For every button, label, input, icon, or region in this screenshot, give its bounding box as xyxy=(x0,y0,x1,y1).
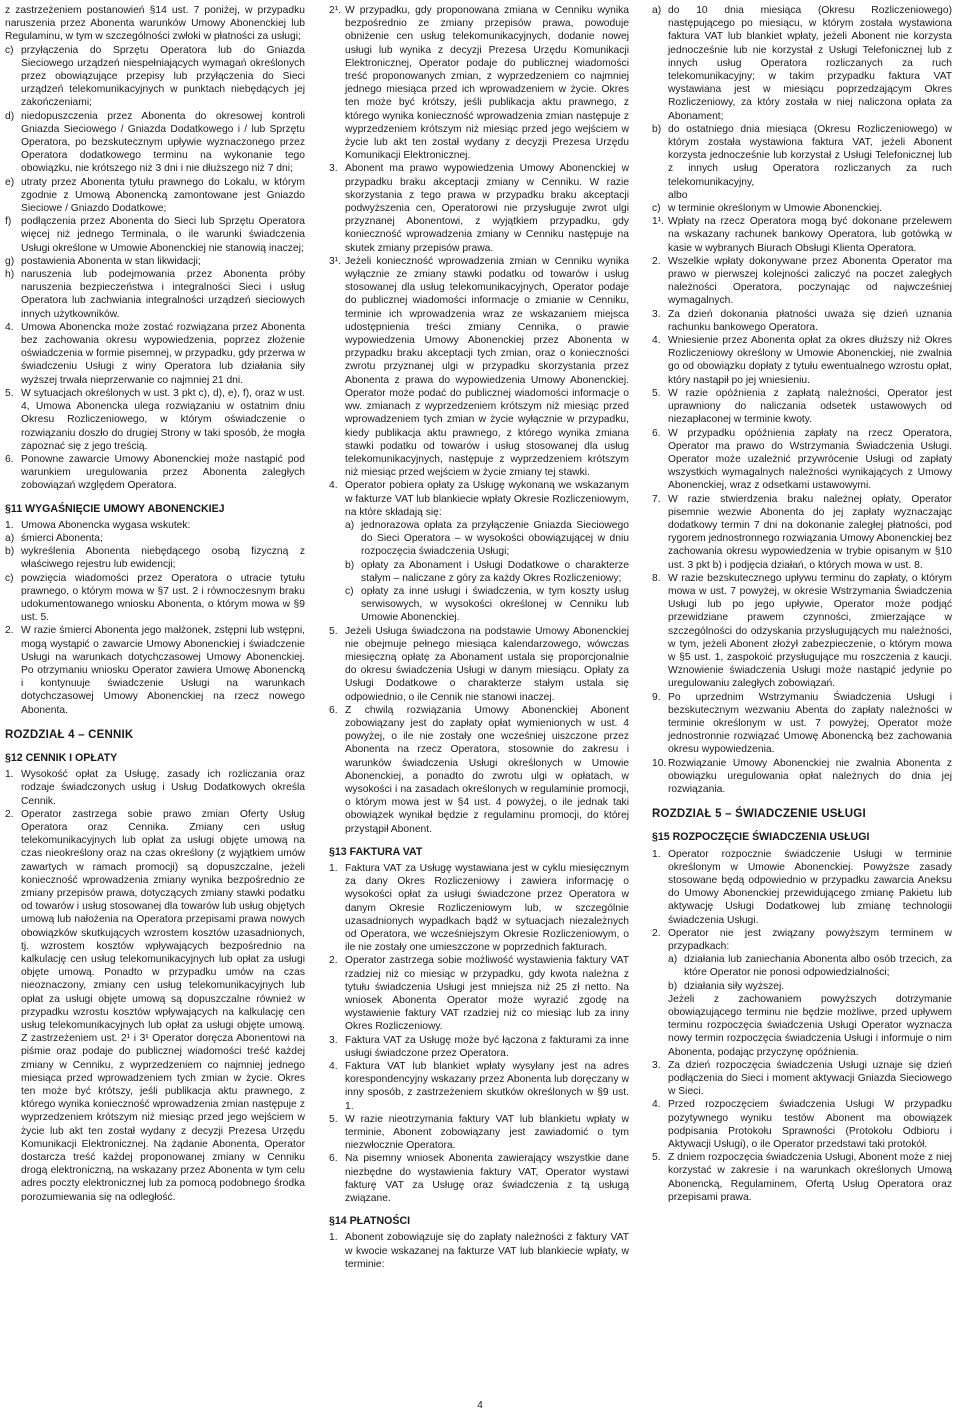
clause-text: W razie nieotrzymania faktury VAT lub blankietu wpłaty w terminie, Abonent zobowiązany jest zawiadomić o tym niezwłocznie Operatora. xyxy=(345,1113,629,1152)
clause-text: Przed rozpoczęciem świadczenia Usługi W przypadku pozytywnego wyniku testów Abonent ma obowiązek podpisania Protokołu Sprawności (Protokołu Odbioru i Aktywacji Usługi), o ile Operator przedstawi taki protokół. xyxy=(668,1099,952,1151)
clause-label: 5. xyxy=(5,387,14,399)
clause-label: 6. xyxy=(329,1153,338,1165)
clause-text: Faktura VAT lub blankiet wpłaty wysyłany jest na adres korespondencyjny wskazany przez Abonenta lub doręczany w inny sposób, z zastrzeżeniem skutków określonych w §9 ust. 1. xyxy=(345,1061,629,1112)
clause-label: 3. xyxy=(652,1059,661,1071)
clause-text: albo xyxy=(668,189,688,201)
clause-text: działania siły wyższej. xyxy=(684,980,785,992)
clause-label: 1. xyxy=(329,1232,338,1244)
numbered-clause xyxy=(329,1231,629,1271)
clause-text: Faktura VAT za Usługę wystawiana jest w cyklu miesięcznym za dany Okres Rozliczeniowy i zawiera informację o wysokości opłat za usługi świadczone przez Operatora w danym Okresie Rozliczeniowym lub, w szczególnie uzasadnionych wypadkach bądź w sytuacjach niezależnych od Operatora, we wcześniejszym Okresie Rozliczeniowym, o ile nie zostały one umieszczone w poprzednich fakturach. xyxy=(345,863,629,954)
clause-text: Rozwiązanie Umowy Abonenckiej nie zwalnia Abonenta z obowiązku uregulowania opłat należnych do dnia jej rozwiązania. xyxy=(668,757,952,795)
numbered-clause xyxy=(5,453,305,493)
numbered-clause xyxy=(329,479,629,519)
clause-text: Wszelkie wpłaty dokonywane przez Abonenta Operator ma prawo w pierwszej kolejności zaliczyć na poczet zaległych należności Operatora, poczynając od najwcześniej wymagalnych. xyxy=(668,255,952,307)
clause-label: 2. xyxy=(652,927,661,939)
clause-text: działania lub zaniechania Abonenta albo osób trzecich, za które Operator nie ponosi odpowiedzialności; xyxy=(684,954,952,979)
clause-text: Z chwilą rozwiązania Umowy Abonenckiej Abonent zobowiązany jest do zapłaty opłat wymienionych w ust. 4 powyżej, o ile nie zostały one wcześniej uiszczone przez Abonenta na rzecz Operatora, stosownie do zakresu i warunków świadczenia Usługi określonych w Umowie Abonenckiej, a ponadto do zwrotu ulgi w opłatach, w wysokości i na zasadach określonych w regulaminie promocji, o którym mowa jest w §4 ust. 4 powyżej, o ile jednak taki obowiązek wynikał będzie z regulaminu promocji, do której przystąpił Abonent. xyxy=(345,704,629,835)
clause-label: 3. xyxy=(329,163,338,175)
clause-text: Z dniem rozpoczęcia świadczenia Usługi, Abonent może z niej korzystać w zakresie i na warunkach określonych Umową Abonencką, Regulaminem, Ofertą Usług Operatora oraz przepisami prawa. xyxy=(668,1152,952,1203)
numbered-clause xyxy=(5,768,305,808)
clause-label: c) xyxy=(652,203,661,215)
numbered-clause xyxy=(652,1059,952,1099)
clause-label: 9. xyxy=(652,691,661,703)
numbered-clause xyxy=(652,427,952,493)
clause-text: jednorazowa opłata za przyłączenie Gniazda Sieciowego do Sieci Operatora – w wysokości obowiązującej w dniu rozpoczęcia świadczenia Usługi; xyxy=(361,519,629,558)
clause-text: Abonent zobowiązuje się do zapłaty należności z faktury VAT w kwocie wskazanej na fakturze VAT lub blankiecie wpłaty, w terminie: xyxy=(345,1232,629,1270)
lettered-subclause xyxy=(652,202,952,215)
lettered-subclause xyxy=(652,953,952,979)
text-column-2 xyxy=(329,4,629,1271)
clause-label: 7. xyxy=(652,493,661,505)
numbered-clause xyxy=(329,954,629,1033)
numbered-clause xyxy=(652,493,952,572)
numbered-clause xyxy=(652,334,952,387)
clause-label: d) xyxy=(5,110,15,122)
clause-text: W razie bezskutecznego upływu terminu do zapłaty, o którym mowa w ust. 7 powyżej, w okresie Wstrzymania Świadczenia Usługi lub po jego upływie, Operator może podjąć przewidziane prawem czynności, zmierzające w szczególności do odzyskania przysługujących mu należności, w tym, jeżeli Abonent złożył zabezpieczenie, o którym mowa w §5 ust. 1, zaspokoić przysługujące mu roszczenia z kaucji. Wznowienie świadczenia Usługi może nastąpić jedynie po uregulowaniu zaległych zobowiązań. xyxy=(668,572,952,690)
clause-label: 2. xyxy=(5,625,14,637)
clause-text: Operator nie jest związany powyższym terminem w przypadkach: xyxy=(668,927,952,953)
lettered-subclause xyxy=(5,255,305,268)
clause-label: 5. xyxy=(652,387,661,399)
numbered-clause xyxy=(652,387,952,427)
numbered-clause xyxy=(329,1113,629,1153)
clause-label: f) xyxy=(5,216,12,228)
numbered-clause xyxy=(329,625,629,704)
clause-text: Jeżeli konieczność wprowadzenia zmian w Cenniku wynika wyłącznie ze zmiany stawki podatku od towarów i usług stosowanej dla usług telekomunikacyjnych, Operator podaje do publicznej wiadomości informacje o zmianie w Cenniku, terminie ich wprowadzenia wraz ze wskazaniem miejsca udostępnienia treści zmiany Cennika, o prawie wypowiedzenia Umowy Abonenckiej przez Abonenta w przypadku braku akceptacji tych zmian, oraz o konieczności zwrotu przyznanej ulgi w przypadku skorzystania przez Abonenta z prawa do wypowiedzenia Umowy Abonenckiej. Operator może podać do publicznej wiadomości informacje o ww. zmianach z wyprzedzeniem krótszym niż miesiąc przed wprowadzeniem tych zmian w życie wyłącznie w przypadku, kiedy publikacja aktu prawnego, z którego wynika zmiana stawki podatku od towarów i usług stosowanej dla usług telekomunikacyjnych, następuje z wyprzedzeniem krótszym niż miesiąc przed wejściem w życie zmiany tej stawki. xyxy=(345,255,629,479)
numbered-clause xyxy=(5,519,305,532)
numbered-clause xyxy=(329,255,629,479)
clause-label: 1. xyxy=(5,769,14,781)
clause-text: Wysokość opłat za Usługę, zasady ich rozliczania oraz rodzaje świadczonych usług i Usług Dodatkowych określa Cennik. xyxy=(21,769,305,807)
numbered-clause xyxy=(329,4,629,162)
clause-text: niedopuszczenia przez Abonenta do okresowej kontroli Gniazda Sieciowego / Gniazda Dodatkowego i / lub Sprzętu Operatora, po bezskutecznym upływie wyznaczonego przez Operatora dodatkowego terminu na wykonanie tego obowiązku, nie krótszego niż 3 dni i nie dłuższego niż 7 dni; xyxy=(21,110,305,175)
clause-label: c) xyxy=(345,585,354,597)
clause-label: 2. xyxy=(652,255,661,267)
section-heading: §14 PŁATNOŚCI xyxy=(329,1215,411,1228)
paragraph: z zastrzeżeniem postanowień §14 ust. 7 poniżej, w przypadku naruszenia przez Abonenta warunków Umowy Abonenckiej lub Regulaminu, w tym w szczególności zwłoki w płatności za usługi; xyxy=(5,5,305,43)
clause-text: Wpłaty na rzecz Operatora mogą być dokonane przelewem na wskazany rachunek bankowy Operatora, lub gotówką w kasie w wybranych Biurach Obsługi Klienta Operatora. xyxy=(668,216,952,254)
clause-label: 10. xyxy=(652,757,667,769)
clause-text: naruszenia lub podejmowania przez Abonenta próby naruszenia bezpieczeństwa i integralności Sieci i usług Operatora lub zachwiania integralności urządzeń sieciowych innych użytkowników. xyxy=(21,269,305,320)
lettered-subclause xyxy=(5,176,305,216)
clause-text: Faktura VAT za Usługę może być łączona z fakturami za inne usługi świadczone przez Operatora. xyxy=(345,1034,629,1059)
section-heading: §11 WYGAŚNIĘCIE UMOWY ABONENCKIEJ xyxy=(5,502,225,515)
lettered-subclause xyxy=(5,532,305,545)
lettered-subclause xyxy=(5,215,305,255)
lettered-subclause xyxy=(329,559,629,585)
clause-label: a) xyxy=(345,519,355,531)
clause-label: 6. xyxy=(652,427,661,439)
section-heading: §13 FAKTURA VAT xyxy=(329,845,423,858)
clause-text: Po uprzednim Wstrzymaniu Świadczenia Usługi i bezskutecznym wezwaniu Abenta do zapłaty należności w terminie określonym w ust. 7 powyżej, Operator może jednostronnie rozwiązać Umowę Abonencką bez zachowania okresu wypowiedzenia. xyxy=(668,691,952,756)
clause-text: Na pisemny wniosek Abonenta zawierający wszystkie dane niezbędne do wystawienia faktury VAT, Operator wystawi fakturę VAT za Usługę oraz świadczenia z tą usługą związane. xyxy=(345,1153,629,1205)
clause-label: h) xyxy=(5,269,15,281)
lettered-subclause xyxy=(652,993,952,1059)
text-column-1 xyxy=(5,4,305,1204)
lettered-subclause xyxy=(5,268,305,321)
clause-text: W przypadku opóźnienia zapłaty na rzecz Operatora, Operator ma prawo do Wstrzymania Świadczenia Usługi. Operator może uzależnić przywrócenie Usługi od zapłaty wszystkich wymagalnych należności wynikających z Umowy Abonenckiej, wraz z odsetkami ustawowymi. xyxy=(668,427,952,492)
clause-text: Abonent ma prawo wypowiedzenia Umowy Abonenckiej w przypadku braku akceptacji zmiany w Cenniku. W razie skorzystania z tego prawa w przypadku braku akceptacji podwyższenia cen, Operatorowi nie przysługuje zwrot ulgi przyznanej Abonentowi, z wyjątkiem przypadku, gdy konieczność wprowadzenia zmiany w Cenniku następuje na skutek zmiany przepisów prawa. xyxy=(345,163,629,254)
clause-label: 4. xyxy=(652,1099,661,1111)
clause-label: 2¹. xyxy=(329,5,342,16)
clause-label: a) xyxy=(668,954,678,966)
numbered-clause xyxy=(652,255,952,308)
clause-label: 3¹. xyxy=(329,255,342,267)
chapter-heading: ROZDZIAŁ 5 – ŚWIADCZENIE USŁUGI xyxy=(652,808,866,821)
clause-label: 5. xyxy=(329,625,338,637)
page-number: 4 xyxy=(477,1400,483,1411)
clause-label: 3. xyxy=(652,308,661,320)
clause-label: 4. xyxy=(652,335,661,347)
clause-text: Umowa Abonencka może zostać rozwiązana przez Abonenta bez zachowania okresu wypowiedzenia, poprzez złożenie oświadczenia w formie pisemnej, w przypadku, gdy przerwa w świadczeniu Usługi z winy Operatora lub działania siły wyższej trwała nieprzerwanie co najmniej 21 dni. xyxy=(21,321,305,386)
clause-label: g) xyxy=(5,255,15,267)
clause-text: W sytuacjach określonych w ust. 3 pkt c), d), e), f), oraz w ust. 4, Umowa Abonencka ulega rozwiązaniu w ostatnim dniu Okresu Rozliczeniowego, w którym oświadczenie o rozwiązaniu doszło do drugiej Strony w taki sposób, że mogła zapoznać się z jego treścią. xyxy=(21,387,305,452)
numbered-clause xyxy=(329,704,629,836)
lettered-subclause xyxy=(652,189,952,202)
clause-label: c) xyxy=(5,44,14,56)
numbered-clause xyxy=(652,848,952,927)
clause-text: przyłączenia do Sprzętu Operatora lub do Gniazda Sieciowego urządzeń niespełniających wymagań określonych przez obowiązujące przepisy lub przyłączenia do Sieci urządzeń telekomunikacyjnych w punktach niebędących jej zakończeniami; xyxy=(21,44,305,109)
clause-text: Operator rozpocznie świadczenie Usługi w terminie określonym w Umowie Abonenckiej. Powyższe zasady stosowane będą odpowiednio w przypadku zawarcia Aneksu do Umowy Abonenckiej przewidującego zmianę Pakietu lub aktywację Usługi Dodatkowej lub zmianę technologii świadczenia Usługi. xyxy=(668,848,952,926)
numbered-clause xyxy=(652,691,952,757)
numbered-clause xyxy=(5,808,305,1204)
clause-text: W razie śmierci Abonenta jego małżonek, zstępni lub wstępni, mogą wystąpić o zawarcie Umowy Abonenckiej i świadczenie Usługi na warunkach dotychczasowej Umowy Abonenckiej. Po otrzymaniu wniosku Operator zawiera Umowę Abonencką i kontynuuje świadczenie Usługi na warunkach dotychczasowej Umowy Abonenckiej na rzecz nowego Abonenta. xyxy=(21,625,305,716)
numbered-clause xyxy=(652,572,952,691)
lettered-subclause xyxy=(652,4,952,123)
clause-label: 3. xyxy=(329,1034,338,1046)
clause-label: 1. xyxy=(329,863,338,874)
clause-text: postawienia Abonenta w stan likwidacji; xyxy=(21,255,201,267)
clause-text: Operator zastrzega sobie prawo zmian Oferty Usług Operatora oraz Cennika. Zmiany cen usług telekomunikacyjnych lub opłat za usługi objęte umową na czas nieokreślony oraz na czas określony (z wyjątkiem umów zawartych w ramach promocji) są dopuszczalne, jeżeli konieczność wprowadzenia zmiany wynika bezpośrednio ze zmiany przepisów prawa, dotyczących zmiany stawki podatku od towarów i usług stosowanej dla towarów lub usług objętych umową lub nałożenia na Operatora przepisami prawa nowych obowiązków skutkujących wzrostem kosztów uzasadnionych, tj. wzrostem kosztów wpływających bezpośrednio na kalkulację cen usług telekomunikacyjnych lub opłat za usługi objęte umową. Ponadto w przypadku umów na czas nieoznaczony, zmiany cen usług telekomunikacyjnych lub opłat za usługi objęte umową są dopuszczalne również w przypadku wzrostu kosztów wpływających na kalkulację cen usług telekomunikacyjnych lub opłat za usługi objęte umową. Z zastrzeżeniem ust. 2¹ i 3¹ Operator doręcza Abonentowi na piśmie oraz podaje do publicznej wiadomości treść każdej zmiany w Cenniku, z wyprzedzeniem co najmniej jednego miesiąca przed wprowadzeniem tych zmian w życie. Okres ten może być krótszy, jeśli publikacja aktu prawnego, z którego wynika konieczność wprowadzenia zmian następuje z wyprzedzeniem krótszym niż miesiąc przed jego wejściem w życie lub akt ten został wydany z decyzji Prezesa Urzędu Komunikacji Elektronicznej. Na żądanie Abonenta, Operator dostarcza treść każdej proponowanej zmiany w Cenniku drogą elektroniczną, na wskazany przez Abonenta w tym celu adres poczty elektronicznej lub za pomocą podobnego środka porozumiewania się na odległość. xyxy=(21,808,305,1203)
clause-label: 6. xyxy=(329,704,338,716)
numbered-clause xyxy=(652,1151,952,1204)
clause-text: Za dzień dokonania płatności uważa się dzień uznania rachunku bankowego Operatora. xyxy=(668,308,952,333)
clause-label: 4. xyxy=(5,321,14,333)
clause-text: W przypadku, gdy proponowana zmiana w Cenniku wynika bezpośrednio ze zmiany przepisów prawa, powoduje obniżenie cen usług telekomunikacyjnych, dodanie nowej usługi lub wynika z decyzji Prezesa Urzędu Komunikacji Elektronicznej, Operator podaje do publicznej wiadomości treść proponowanych zmian, z wyprzedzeniem co najmniej jednego miesiąca przed ich wprowadzeniem w życie. Okres ten może być krótszy, jeśli publikacja aktu prawnego, z którego wynika konieczność wprowadzenia zmian następuje z wyprzedzeniem krótszym niż miesiąc przed jego wejściem w życie lub akt ten został wydany z decyzji Prezesa Urzędu Komunikacji Elektronicznej. xyxy=(345,5,629,162)
numbered-clause xyxy=(329,862,629,954)
clause-text: W razie stwierdzenia braku należnej opłaty, Operator pisemnie wezwie Abonenta do jej zapłaty wyznaczając dodatkowy termin 7 dni na dokonanie zaległej płatności, pod rygorem jednostronnego rozwiązania Umowy Abonenckiej bez zachowania okresu wypowiedzenia w trybie opisanym w §10 ust. 3 pkt b) i podjęcia działań, o których mowa w ust. 8. xyxy=(668,493,952,571)
clause-label: c) xyxy=(5,572,14,584)
clause-label: 5. xyxy=(652,1152,661,1164)
chapter-heading: ROZDZIAŁ 4 – CENNIK xyxy=(5,728,134,741)
numbered-clause xyxy=(652,308,952,334)
numbered-clause xyxy=(329,1034,629,1060)
numbered-clause xyxy=(329,162,629,254)
numbered-clause xyxy=(329,1060,629,1113)
clause-label: 4. xyxy=(329,480,338,492)
clause-text: w terminie określonym w Umowie Abonenckiej. xyxy=(668,203,883,215)
section-heading: §15 ROZPOCZĘCIE ŚWIADCZENIA USŁUGI xyxy=(652,831,870,844)
text-column-3 xyxy=(652,4,952,1204)
clause-text: Jeżeli z zachowaniem powyższych dotrzymanie obowiązującego terminu nie będzie możliwe, przed upływem terminu rozpoczęcia świadczenia Usługi Operator wyznacza nowy termin rozpoczęcia świadczenia Usługi i informuje o nim Abonenta, podając przyczynę opóźnienia. xyxy=(668,993,952,1058)
clause-text: opłaty za inne usługi i świadczenia, w tym koszty usług serwisowych, w wysokości określonej w Cenniku lub Umowie Abonenckiej. xyxy=(361,585,629,624)
clause-text: do ostatniego dnia miesiąca (Okresu Rozliczeniowego) w którym została wystawiona faktura VAT, jeżeli Abonent korzysta jednocześnie lub korzystał z Usługi Telefonicznej lub z innych usług Operatora rozliczanych za ruch telekomunikacyjny, xyxy=(668,123,952,188)
lettered-subclause xyxy=(652,123,952,189)
clause-label: b) xyxy=(5,546,15,558)
clause-label: 1. xyxy=(5,519,14,531)
clause-label: 1¹. xyxy=(652,216,665,228)
clause-text: opłaty za Abonament i Usługi Dodatkowe o charakterze stałym – naliczane z góry za każdy Okres Rozliczeniowy; xyxy=(361,559,629,584)
clause-label: e) xyxy=(5,176,15,188)
numbered-clause xyxy=(5,387,305,453)
numbered-clause xyxy=(329,1152,629,1205)
clause-text: utraty przez Abonenta tytułu prawnego do Lokalu, w którym zgodnie z Umową Abonencką zamontowane jest Gniazdo Sieciowe / Gniazdo Dodatkowe; xyxy=(21,176,305,215)
clause-text: wykreślenia Abonenta niebędącego osobą fizyczną z właściwego rejestru lub ewidencji; xyxy=(21,546,305,571)
numbered-clause xyxy=(5,624,305,716)
clause-text: Ponowne zawarcie Umowy Abonenckiej może nastąpić pod warunkiem uregulowania przez Abonenta zaległych zobowiązań względem Operatora. xyxy=(21,453,305,492)
clause-label: b) xyxy=(652,123,662,135)
clause-label: a) xyxy=(652,5,662,16)
numbered-clause xyxy=(652,927,952,953)
numbered-clause xyxy=(652,215,952,255)
clause-text: Wniesienie przez Abonenta opłat za okres dłuższy niż Okres Rozliczeniowy określony w Umowie Abonenckiej, nie zwalnia go od obowiązku dopłaty z tytułu ewentualnego wzrostu opłat, który nastąpił po jej wniesieniu. xyxy=(668,335,952,386)
clause-text: Za dzień rozpoczęcia świadczenia Usługi uznaje się dzień podłączenia do Sieci i moment aktywacji Gniazda Sieciowego w Sieci. xyxy=(668,1059,952,1098)
clause-label: 2. xyxy=(5,808,14,820)
clause-label: 5. xyxy=(329,1113,338,1125)
lettered-subclause xyxy=(5,110,305,176)
clause-label: a) xyxy=(5,532,15,544)
lettered-subclause xyxy=(329,585,629,625)
lettered-subclause xyxy=(5,44,305,110)
clause-label: b) xyxy=(668,980,678,992)
numbered-clause xyxy=(652,1098,952,1151)
clause-text: powzięcia wiadomości przez Operatora o utracie tytułu prawnego, o którym mowa w §7 ust. 2 i równoczesnym braku udokumentowanego wniosku Abonenta, o którym mowa w §9 ust. 5. xyxy=(21,572,305,624)
clause-text: do 10 dnia miesiąca (Okresu Rozliczeniowego) następującego po miesiącu, w którym została wystawiona faktura VAT lub blankiet wpłaty, jeżeli Abonent nie korzysta jednocześnie lub nie korzystał z Usługi Telefonicznej lub z innych usług Operatora rozliczanych za ruch telekomunikacyjny; w takim przypadku faktura VAT wystawiana jest w miesiącu poprzedzającym Okres Rozliczeniowy, za który została w niej naliczona opłata za Abonament; xyxy=(668,5,952,122)
clause-label: 8. xyxy=(652,572,661,584)
lettered-subclause xyxy=(5,572,305,625)
clause-text: Jeżeli Usługa świadczona na podstawie Umowy Abonenckiej nie obejmuje pełnego miesiąca kalendarzowego, wówczas miesięczną opłatę za Abonament ustala się proporcjonalnie do okresu świadczenia Usługi w danym miesiącu. Opłaty za Usługi Dodatkowe o charakterze stałym ustala się odpowiednio, o ile Cennik nie stanowi inaczej. xyxy=(345,625,629,703)
lettered-subclause xyxy=(652,980,952,993)
clause-label: 1. xyxy=(652,848,661,860)
numbered-clause xyxy=(652,757,952,797)
numbered-clause xyxy=(5,321,305,387)
clause-text: W razie opóźnienia z zapłatą należności, Operator jest uprawniony do naliczania odsetek ustawowych od niezapłaconej w terminie kwoty. xyxy=(668,387,952,426)
clause-text: śmierci Abonenta; xyxy=(21,532,103,544)
clause-label: 4. xyxy=(329,1061,338,1073)
clause-text: Operator zastrzega sobie możliwość wystawienia faktury VAT rzadziej niż co miesiąc w przypadku, gdy kwota należna z tytułu świadczenia Usługi jest mniejsza niż 25 zł netto. Na wniosek Abonenta Operator może wyrazić zgodę na wystawienie faktury VAT rzadziej niż co miesiąc lub za inny Okres Rozliczeniowy. xyxy=(345,955,629,1033)
lettered-subclause xyxy=(329,519,629,559)
section-heading: §12 CENNIK I OPŁATY xyxy=(5,751,118,764)
lettered-subclause xyxy=(5,545,305,571)
clause-text: Umowa Abonencka wygasa wskutek: xyxy=(21,519,191,531)
clause-text: Operator pobiera opłaty za Usługę wykonaną we wskazanym w fakturze VAT lub blankiecie wpłaty Okresie Rozliczeniowym, na które składają się: xyxy=(345,480,629,518)
clause-label: 2. xyxy=(329,955,338,967)
clause-text: podłączenia przez Abonenta do Sieci lub Sprzętu Operatora więcej niż jednego Terminala, o ile warunki świadczenia Usługi określone w Umowie Abonenckiej nie stanowią inaczej; xyxy=(21,216,305,254)
clause-label: 6. xyxy=(5,453,14,465)
clause-label: b) xyxy=(345,559,355,571)
